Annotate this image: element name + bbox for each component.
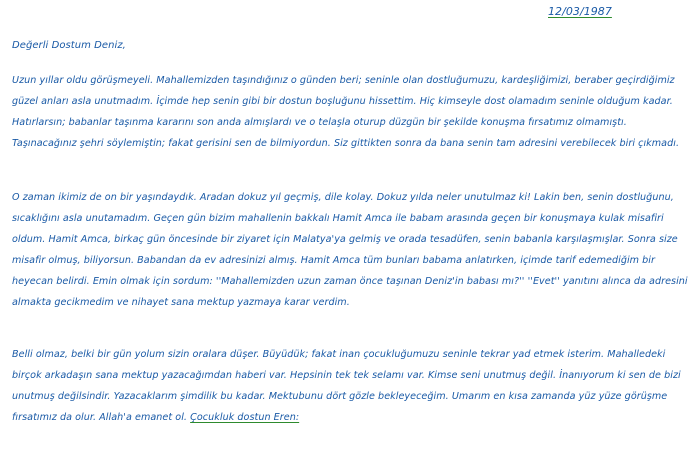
letter-paragraph-3 — [12, 344, 688, 428]
paragraph-1-text: Uzun yıllar oldu görüşmeyeli. Mahallemizden taşındığınız o günden beri; seninle olan dostluğumuzu, kardeşliğimizi, beraber geçirdiğimiz güzel anları asla unutmadım. İçimde hep senin gibi bir dostun boşluğunu hissettim. Hiç kimseyle dost olamadım seninle olduğum kadar. Hatırlarsın; babanlar taşınma kararını son anda almışlardı ve o telaşla oturup düzgün bir şekilde konuşma fırsatımız olmamıştı. Taşınacağınız şehri söylemiştin; fakat gerisini sen de bilmiyordun. Siz gittikten sonra da bana senin tam adresini verebilecek biri çıkmadı. — [12, 75, 680, 149]
letter-paragraph-2 — [12, 187, 688, 313]
letter-paragraph-1 — [12, 70, 688, 154]
paragraph-3-text: Belli olmaz, belki bir gün yolum sizin oralara düşer. Büyüdük; fakat inan çocukluğumuzu seninle tekrar yad etmek isterim. Mahalledeki birçok arkadaşın sana mektup yazacağımdan haberi var. Hepsinin tek tek selamı var. Kimse seni unutmuş değil. İnanıyorum ki sen de bizi unutmuş değilsindir. Yazacaklarım şimdilik bu kadar. Mektubunu dört gözle bekleyeceğim. Umarım en kısa zamanda yüz yüze görüşme fırsatımız da olur. Allah'a emanet ol. — [12, 349, 681, 423]
letter-greeting: Değerli Dostum Deniz, — [12, 40, 126, 51]
letter-date: 12/03/1987 — [548, 5, 612, 18]
letter-signature: Çocukluk dostun Eren: — [190, 412, 300, 423]
paragraph-2-text: O zaman ikimiz de on bir yaşındaydık. Aradan dokuz yıl geçmiş, dile kolay. Dokuz yılda neler unutulmaz ki! Lakin ben, senin dostluğunu, sıcaklığını asla unutamadım. Geçen gün bizim mahallenin bakkalı Hamit Amca ile babam arasında geçen bir konuşmaya kulak misafiri oldum. Hamit Amca, birkaç gün öncesinde bir ziyaret için Malatya'ya gelmiş ve orada tesadüfen, senin babanla karşılaşmışlar. Sonra size misafir olmuş, biliyorsun. Babandan da ev adresinizi almış. Hamit Amca tüm bunları babama anlatırken, içimde tarif edemediğim bir heyecan belirdi. Emin olmak için sordum: ''Mahallemizden uzun zaman önce taşınan Deniz'in babası mı?'' ''Evet'' yanıtını alınca da adresini almakta gecikmedim ve nihayet sana mektup yazmaya karar verdim. — [12, 192, 688, 308]
